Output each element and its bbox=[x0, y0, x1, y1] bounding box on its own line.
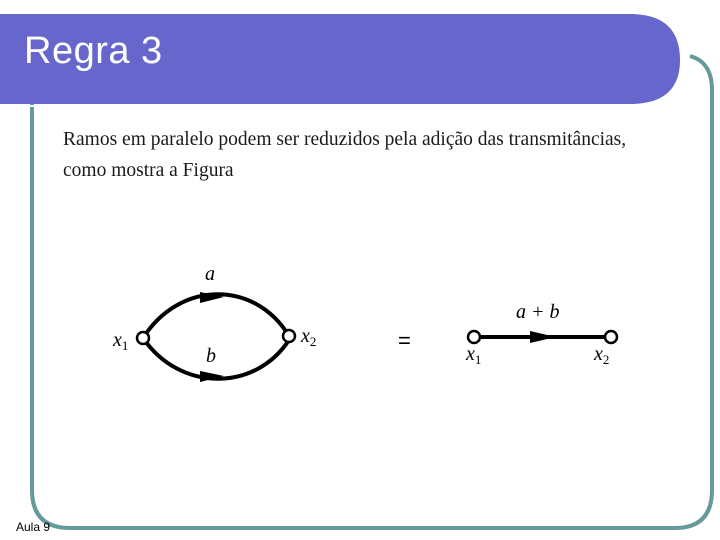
body-line-2: como mostra a Figura bbox=[63, 160, 234, 181]
branch-b-label: b bbox=[206, 345, 216, 367]
node-x2-right-label bbox=[593, 343, 609, 367]
body-line-1: Ramos em paralelo podem ser reduzidos pela adição das transmitâncias, bbox=[63, 129, 627, 150]
node-x2-right bbox=[605, 331, 617, 343]
node-x2-left bbox=[283, 330, 295, 342]
footer-label: Aula 9 bbox=[16, 520, 51, 534]
node-x1-right-label bbox=[465, 343, 481, 367]
node-x2-left-var: x bbox=[301, 325, 310, 347]
node-x2-left-sub: 2 bbox=[309, 334, 317, 349]
branch-sum-label: a + b bbox=[516, 301, 560, 323]
node-x1-right-var: x bbox=[466, 343, 475, 365]
node-x1-left-label bbox=[112, 329, 128, 353]
branch-a-path bbox=[143, 294, 289, 338]
branch-sum-arrow bbox=[530, 331, 556, 343]
branch-b-path bbox=[143, 338, 289, 379]
node-x1-left-var: x bbox=[113, 329, 122, 351]
node-x1-right-sub: 1 bbox=[474, 352, 482, 367]
slide-title: Regra 3 bbox=[24, 30, 163, 72]
node-x2-right-var: x bbox=[594, 343, 603, 365]
equals-sign: = bbox=[398, 328, 411, 353]
node-x1-right bbox=[468, 331, 480, 343]
node-x2-right-sub: 2 bbox=[602, 352, 610, 367]
node-x1-left-sub: 1 bbox=[121, 338, 129, 353]
node-x1-left bbox=[137, 332, 149, 344]
node-x2-left-label bbox=[300, 325, 316, 349]
branch-a-label: a bbox=[205, 263, 215, 285]
